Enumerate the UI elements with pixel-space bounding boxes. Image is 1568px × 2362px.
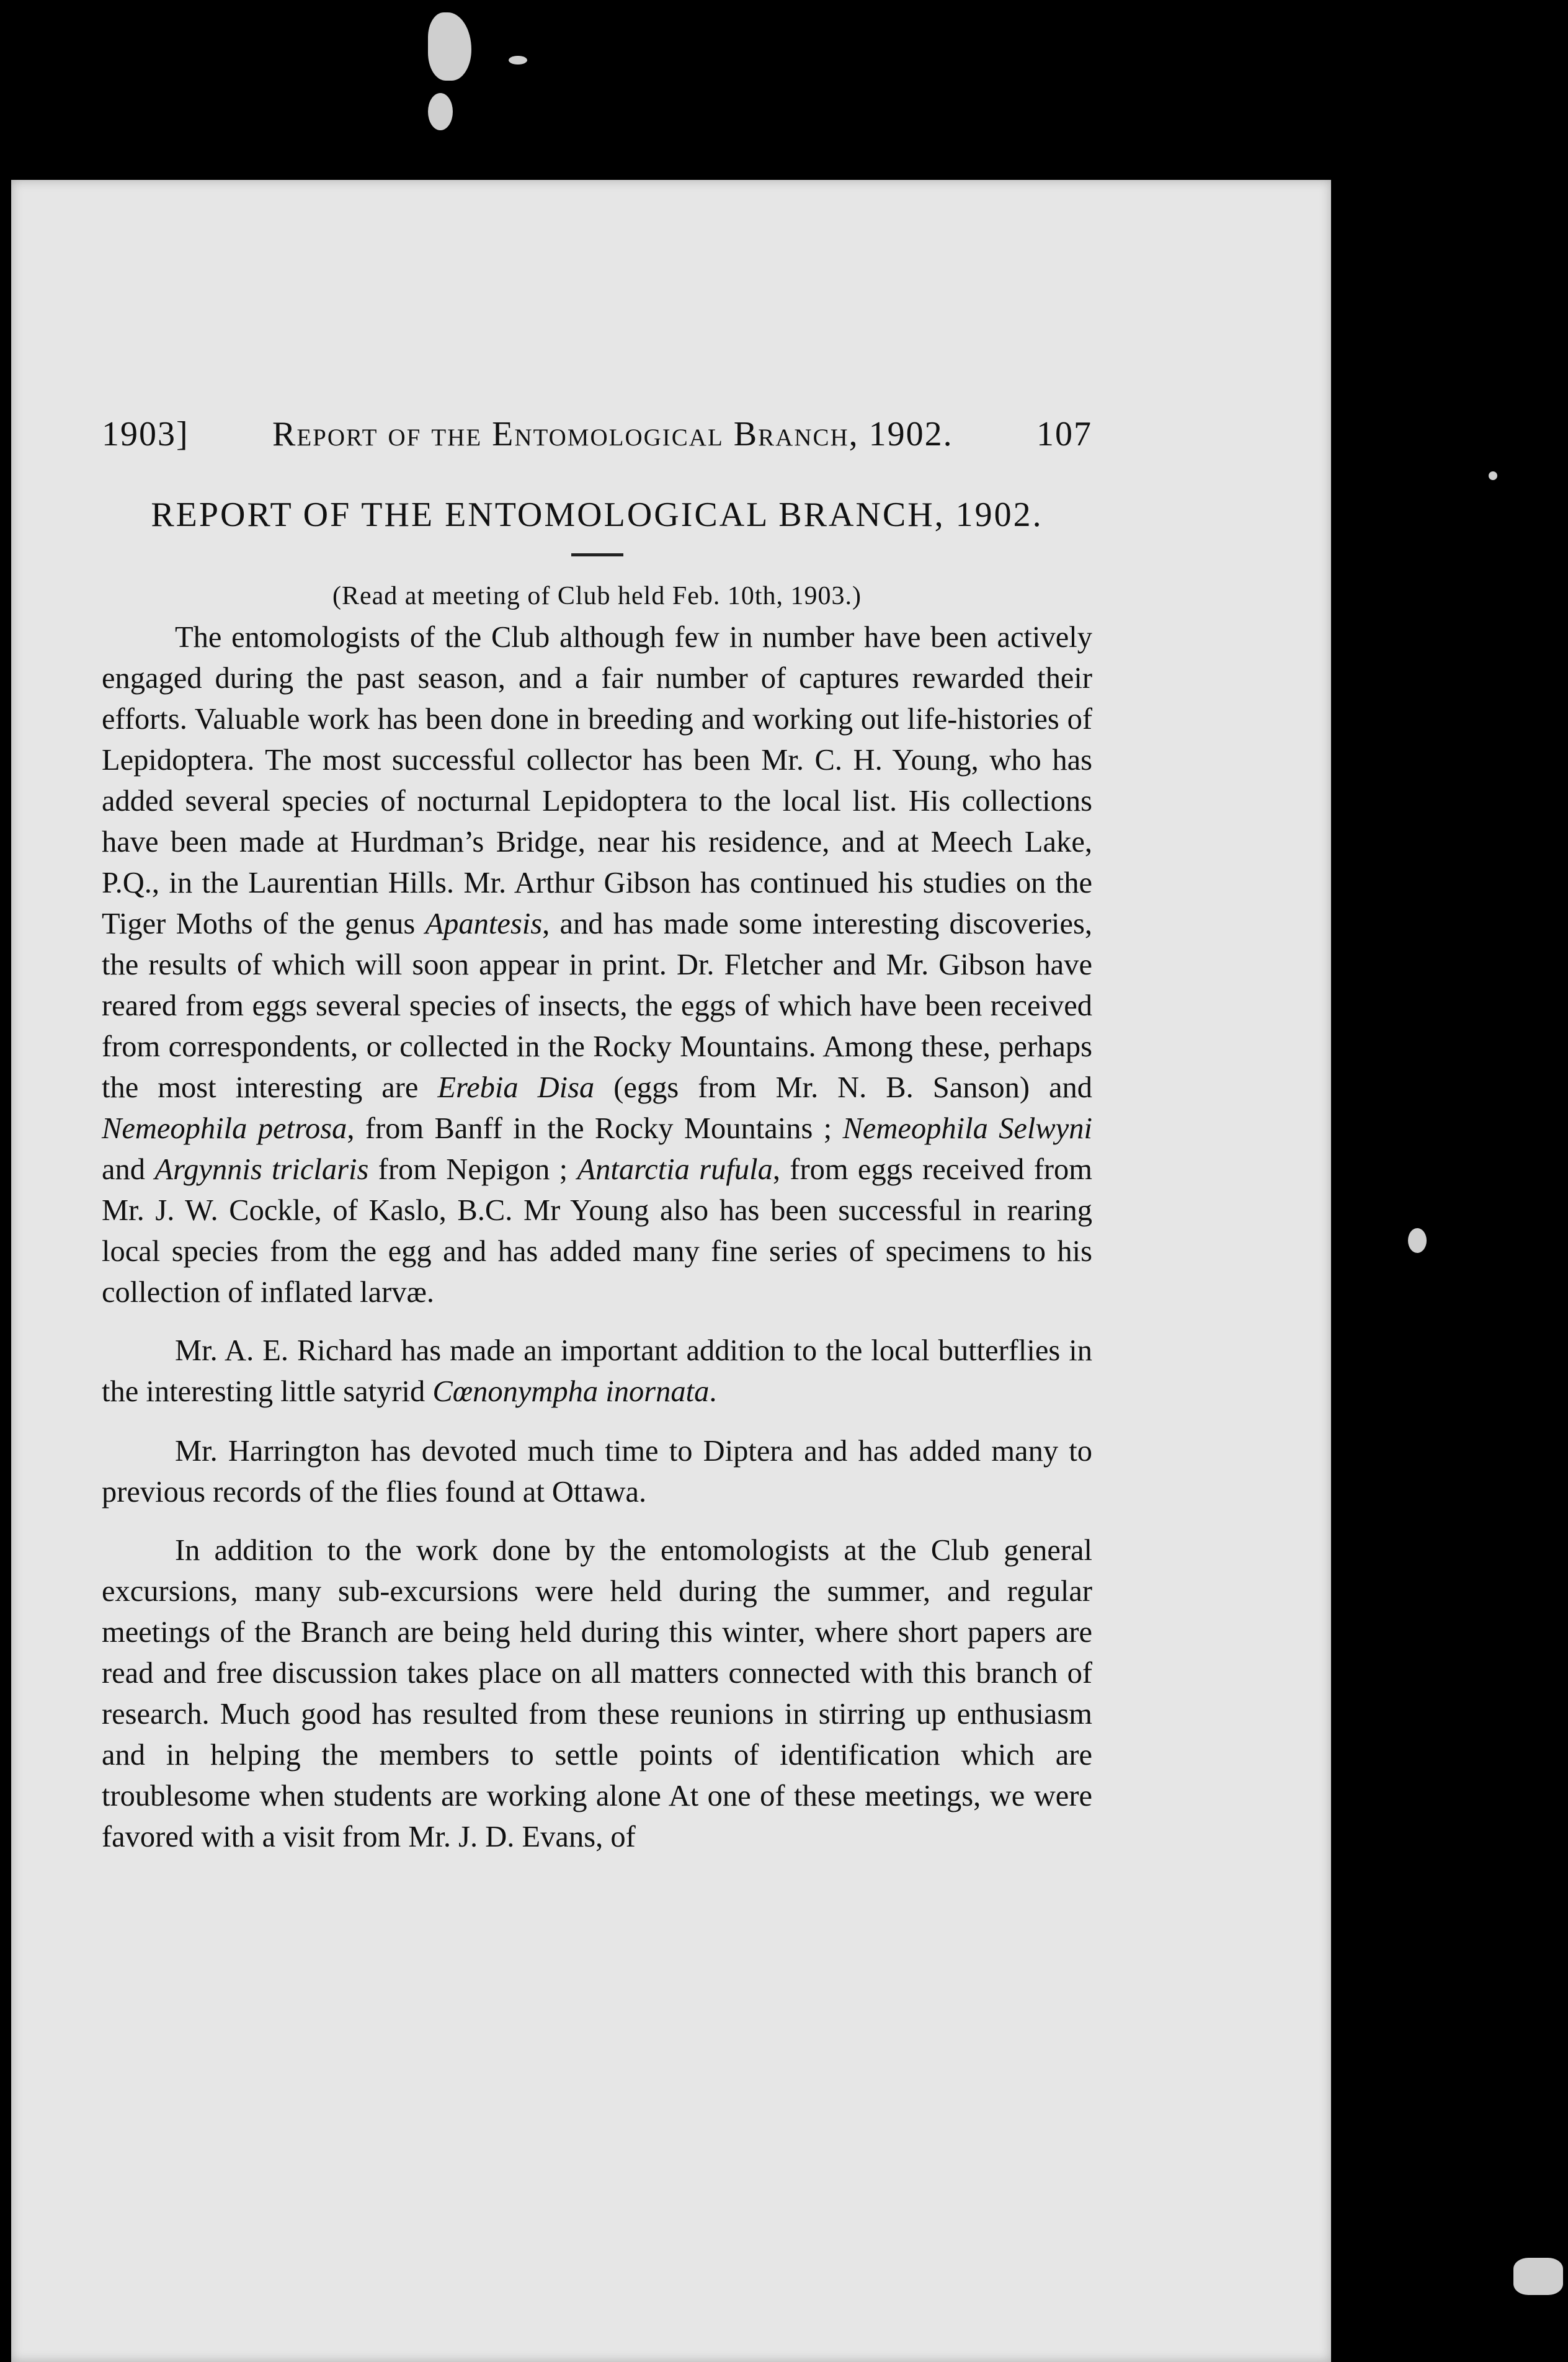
dust-speck [509, 56, 527, 65]
paragraph-2 [102, 1330, 1092, 1412]
page-title: REPORT OF THE ENTOMOLOGICAL BRANCH, 1902. [151, 496, 1043, 534]
paragraph-1 [102, 617, 1092, 1313]
dust-speck [1408, 1228, 1427, 1253]
species-name: Erebia Disa [437, 1071, 595, 1104]
species-name: Cœnonympha inornata [432, 1375, 710, 1408]
running-head [102, 414, 1092, 458]
paragraph-3 [102, 1431, 1092, 1513]
paragraph-text: from Nepigon ; [368, 1153, 577, 1186]
title-rule [571, 553, 623, 556]
paragraph-text: (eggs from Mr. N. B. Sanson) and [594, 1071, 1093, 1104]
paragraph-text: . [709, 1375, 717, 1408]
page-number: 107 [1036, 415, 1092, 453]
paragraph-text: Mr. A. E. Richard has made an important addition to the local butterflies in the interesting little satyrid [102, 1334, 1092, 1408]
running-head-year: 1903] [102, 415, 189, 453]
paper-fragment-speck-small [428, 93, 453, 130]
book-page [11, 180, 1331, 2362]
species-name: Antarctia rufula [577, 1153, 773, 1186]
paragraph-text: Mr. Harrington has devoted much time to Diptera and has added many to previous records of the flies found at Ottawa. [102, 1435, 1092, 1509]
species-name: Apantesis [425, 907, 543, 940]
paragraph-4 [102, 1530, 1092, 1858]
running-head-title: Report of the Entomological Branch, 1902. [272, 415, 953, 453]
paragraph-text: , and has made some interesting discoveries, the results of which will soon appear in print. Dr. Fletcher and Mr. Gibson have reared from eggs several species of insects, the eggs of which have been received from correspondents, or collected in the Rocky Mountains. Among these, perhaps the most interesting are [102, 907, 1092, 1104]
species-name: Nemeophila Selwyni [842, 1112, 1092, 1145]
paragraph-text: , from eggs received from Mr. J. W. Cockle, of Kaslo, B.C. Mr Young also has been successful in rearing local species from the egg and has added many fine series of specimens to his collection of inflated larvæ. [102, 1153, 1093, 1309]
species-name: Argynnis triclaris [154, 1153, 369, 1186]
species-name: Nemeophila petrosa [102, 1112, 347, 1145]
dust-speck [1489, 471, 1497, 480]
dust-speck [1513, 2258, 1563, 2295]
paragraph-text: The entomologists of the Club although few in number have been actively engaged during the past season, and a fair number of captures rewarded their efforts. Valuable work has been done in breeding and working out life-histories of Lepidoptera. The most successful collector has been Mr. C. H. Young, who has added several species of nocturnal Lepidoptera to the local list. His collections have been made at Hurdman’s Bridge, near his residence, and at Meech Lake, P.Q., in the Laurentian Hills. Mr. Arthur Gibson has continued his studies on the Tiger Moths of the genus [102, 621, 1092, 940]
paragraph-text: and [102, 1153, 155, 1186]
page-content [102, 414, 1092, 1858]
paragraph-text: , from Banff in the Rocky Mountains ; [347, 1112, 843, 1145]
read-note: (Read at meeting of Club held Feb. 10th, 1903.) [332, 582, 862, 610]
paragraph-text: In addition to the work done by the entomologists at the Club general excursions, many sub-excursions were held during the summer, and regular meetings of the Branch are being held during this winter, where short papers are read and free discussion takes place on all matters connected with this branch of research. Much good has resulted from these reunions in stirring up enthusiasm and in helping the members to settle points of identification which are troublesome when students are working alone At one of these meetings, we were favored with a visit from Mr. J. D. Evans, of [102, 1534, 1092, 1853]
paper-fragment-speck [428, 12, 471, 81]
